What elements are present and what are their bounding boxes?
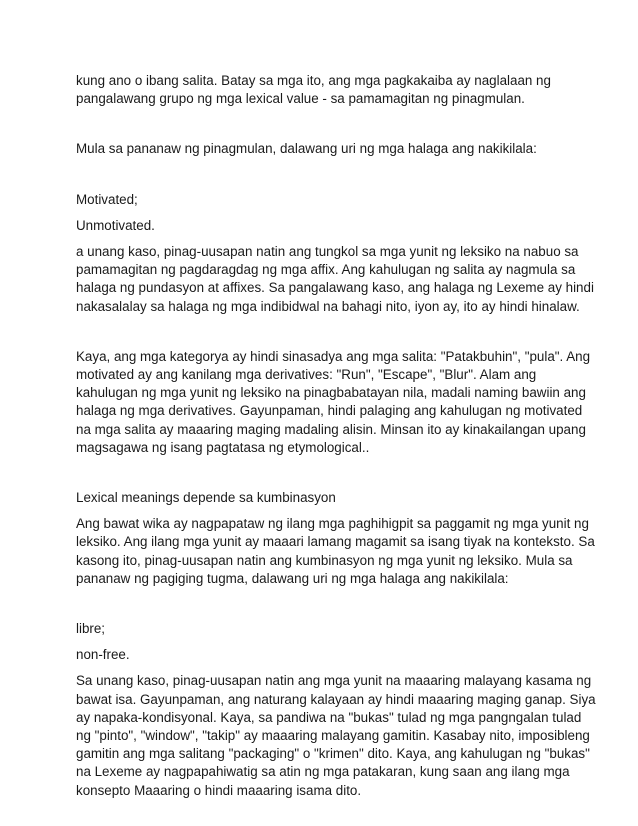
list-item-libre bbox=[76, 620, 568, 638]
text-line: halaga ng pundasyon at affixes. Sa pangalawang kaso, ang halaga ng Lexeme ay hindi bbox=[76, 280, 594, 296]
paragraph-restrictions bbox=[76, 515, 595, 588]
text-line: Mula sa pananaw ng pinagmulan, dalawang uri ng mga halaga ang nakikilala: bbox=[76, 141, 537, 157]
paragraph-origin-types bbox=[76, 140, 568, 158]
text-line: Ang bawat wika ay nagpapataw ng ilang mga paghihigpit sa paggamit ng mga yunit ng bbox=[76, 516, 589, 532]
list-item-motivated bbox=[76, 191, 568, 209]
text-line: magsagawa ng isang pagtatasa ng etymological.. bbox=[76, 439, 370, 455]
text-line: halaga ng mga derivatives. Gayunpaman, hindi palaging ang kahulugan ng motivated bbox=[76, 403, 583, 419]
text-line: pananaw ng pagiging tugma, dalawang uri ng mga halaga ang nakikilala: bbox=[76, 570, 509, 586]
text-line: konsepto Maaaring o hindi maaaring isama dito. bbox=[76, 782, 362, 798]
text-line: na Lexeme ay nagpapahiwatig sa atin ng mga patakaran, kung saan ang ilang mga bbox=[76, 764, 570, 780]
text-line: Kaya, ang mga kategorya ay hindi sinasadya ang mga salita: "Patakbuhin", "pula". Ang bbox=[76, 348, 591, 364]
text-line: na mga salita ay maaaring maging madaling alisin. Minsan ito ay kinakailangan upang bbox=[76, 421, 586, 437]
list-item-non-free bbox=[76, 646, 568, 664]
text-line: gamitin ang mga salitang "packaging" o "krimen" dito. Kaya, ang kahulugan ng "bukas" bbox=[76, 746, 590, 762]
paragraph-intro bbox=[76, 72, 568, 108]
text-line: Unmotivated. bbox=[76, 217, 155, 233]
text-line: kung ano o ibang salita. Batay sa mga ito, ang mga pagkakaiba ay naglalaan ng bbox=[76, 73, 551, 88]
text-line: non-free. bbox=[76, 647, 130, 663]
text-line: a unang kaso, pinag-uusapan natin ang tungkol sa mga yunit ng leksiko na nabuo sa bbox=[76, 244, 579, 260]
text-line: Lexical meanings depende sa kumbinasyon bbox=[76, 490, 336, 506]
text-line: pangalawang grupo ng mga lexical value - sa pamamagitan ng pinagmulan. bbox=[76, 91, 525, 107]
text-line: kahulugan ng mga yunit ng leksiko na pinagbabatayan nila, madali naming bawiin ang bbox=[76, 385, 586, 401]
text-line: kasong ito, pinag-uusapan natin ang kumbinasyon ng mga yunit ng leksiko. Mula sa bbox=[76, 552, 573, 568]
text-line: libre; bbox=[76, 621, 106, 637]
text-line: leksiko. Ang ilang mga yunit ay maaari lamang magamit sa isang tiyak na konteksto. Sa bbox=[76, 534, 595, 550]
text-line: nakasalalay sa halaga ng mga indibidwal na bahagi nito, iyon ay, ito ay hindi hinalaw. bbox=[76, 298, 580, 314]
text-line: ng "pinto", "window", "takip" ay maaaring malayang gamitin. Kasabay nito, imposibleng bbox=[76, 728, 590, 744]
text-line: Motivated; bbox=[76, 191, 138, 207]
paragraph-first-case bbox=[76, 243, 594, 316]
paragraph-free-combination bbox=[76, 672, 596, 799]
text-line: motivated ay ang kanilang mga derivatives: "Run", "Escape", "Blur". Alam ang bbox=[76, 367, 537, 383]
paragraph-categories bbox=[76, 348, 591, 457]
text-line: bawat isa. Gayunpaman, ang naturang kalayaan ay hindi maaaring maging ganap. Siya bbox=[76, 691, 596, 707]
section-heading-lexical-meanings bbox=[76, 489, 568, 507]
text-line: pamamagitan ng pagdaragdag ng mga affix. Ang kahulugan ng salita ay nagmula sa bbox=[76, 262, 576, 278]
list-item-unmotivated bbox=[76, 217, 568, 235]
text-line: ay napaka-kondisyonal. Kaya, sa pandiwa na "bukas" tulad ng mga pangngalan tulad bbox=[76, 709, 582, 725]
text-line: Sa unang kaso, pinag-uusapan natin ang mga yunit na maaaring malayang kasama ng bbox=[76, 673, 592, 689]
